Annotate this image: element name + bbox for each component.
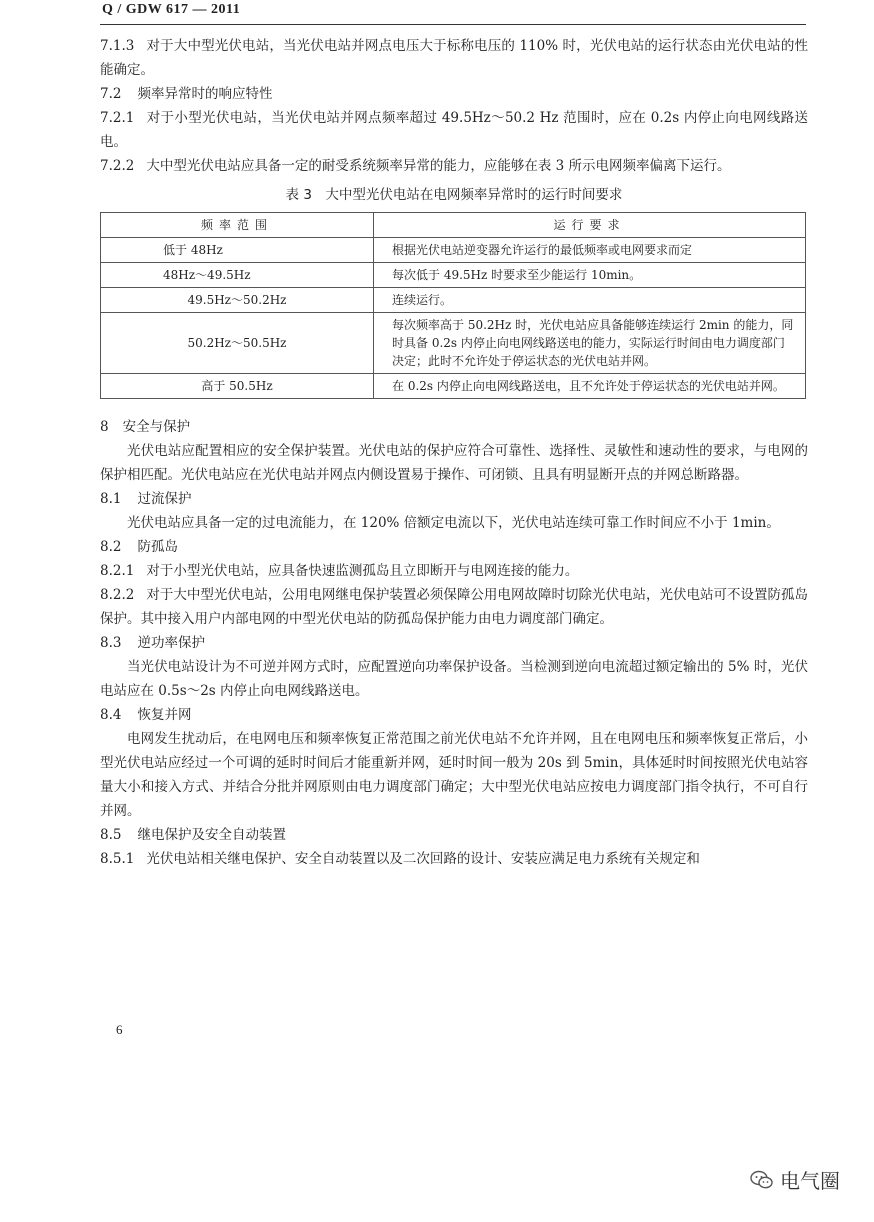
table-row (101, 374, 806, 399)
frequency-requirements-table (100, 212, 806, 399)
section-8-3-paragraph: 当光伏电站设计为不可逆并网方式时，应配置逆向功率保护设备。当检测到逆向电流超过额定输出的 5% 时，光伏电站应在 0.5s～2s 内停止向电网线路送电。 (100, 659, 808, 699)
section-8-4-heading (100, 703, 808, 727)
table-header-row (101, 213, 806, 238)
clause-text: 大中型光伏电站应具备一定的耐受系统频率异常的能力，应能够在表 3 所示电网频率偏离下运行。 (146, 158, 731, 174)
table-3-title: 表 3 大中型光伏电站在电网频率异常时的运行时间要求 (285, 187, 623, 203)
clause-8-2-1 (100, 559, 808, 583)
section-number: 8.5 (100, 827, 122, 843)
section-8-1-heading (100, 487, 808, 511)
standard-code-header: Q / GDW 617 — 2011 (102, 2, 241, 17)
clause-text: 对于大中型光伏电站，公用电网继电保护装置必须保障公用电网故障时切除光伏电站，光伏电站可不设置防孤岛保护。其中接入用户内部电网的中型光伏电站的防孤岛保护能力由电力调度部门确定。 (100, 587, 808, 627)
clause-number: 7.2.2 (100, 158, 135, 174)
page-number: 6 (116, 1022, 123, 1037)
section-8-2-heading (100, 535, 808, 559)
section-8-5-heading (100, 823, 808, 847)
frequency-range-cell: 48Hz～49.5Hz (101, 263, 374, 288)
clause-8-5-1 (100, 847, 808, 871)
section-title: 安全与保护 (122, 419, 191, 435)
requirement-cell: 每次频率高于 50.2Hz 时，光伏电站应具备能够连续运行 2min 的能力，同时具备 0.2s 内停止向电网线路送电的能力，实际运行时间由电力调度部门决定；此时不允许处于停运状态的光伏电站并网。 (374, 313, 806, 374)
clause-number: 8.2.1 (100, 563, 135, 579)
page-content (100, 34, 808, 871)
section-number: 7.2 (100, 86, 122, 102)
section-8-heading (100, 415, 808, 439)
clause-8-2-2 (100, 583, 808, 631)
clause-text: 对于小型光伏电站，应具备快速监测孤岛且立即断开与电网连接的能力。 (146, 563, 579, 579)
wechat-icon (750, 1169, 774, 1191)
section-8-3-heading (100, 631, 808, 655)
section-number: 8.2 (100, 539, 122, 555)
frequency-range-cell: 低于 48Hz (101, 238, 374, 263)
clause-7-2-2 (100, 154, 808, 178)
clause-number: 8.5.1 (100, 851, 135, 867)
section-title: 过流保护 (137, 491, 192, 507)
clause-7-1-3 (100, 34, 808, 82)
clause-text: 对于大中型光伏电站，当光伏电站并网点电压大于标称电压的 110% 时，光伏电站的运行状态由光伏电站的性能确定。 (100, 38, 808, 78)
section-title: 频率异常时的响应特性 (137, 86, 273, 102)
section-number: 8 (100, 419, 109, 435)
table-header-cell: 运行要求 (374, 213, 806, 238)
frequency-range-cell: 50.2Hz～50.5Hz (101, 313, 374, 374)
clause-text: 对于小型光伏电站，当光伏电站并网点频率超过 49.5Hz～50.2 Hz 范围时，应在 0.2s 内停止向电网线路送电。 (100, 110, 808, 150)
clause-7-2-1 (100, 106, 808, 154)
requirement-cell: 每次低于 49.5Hz 时要求至少能运行 10min。 (374, 263, 806, 288)
section-8-1-paragraph: 光伏电站应具备一定的过电流能力，在 120% 倍额定电流以下，光伏电站连续可靠工作时间应不小于 1min。 (127, 515, 780, 531)
watermark-text: 电气圈 (780, 1169, 840, 1193)
table-row (101, 313, 806, 374)
section-title: 恢复并网 (137, 707, 192, 723)
clause-text: 光伏电站相关继电保护、安全自动装置以及二次回路的设计、安装应满足电力系统有关规定和 (146, 851, 700, 867)
section-spacer (100, 399, 808, 415)
frequency-range-cell: 高于 50.5Hz (101, 374, 374, 399)
section-number: 8.4 (100, 707, 122, 723)
table-row (101, 288, 806, 313)
watermark (750, 1165, 840, 1194)
section-7-2-heading (100, 82, 808, 106)
clause-number: 7.1.3 (100, 38, 135, 54)
section-8-4-paragraph: 电网发生扰动后，在电网电压和频率恢复正常范围之前光伏电站不允许并网，且在电网电压和频率恢复正常后，小型光伏电站应经过一个可调的延时时间后才能重新并网，延时时间一般为 20s 到 5min，具体延时时间按照光伏电站容量大小和接入方式、并结合分批并网原则由电力调度部门确定；大中型光伏电站应按电力调度部门指令执行，不可自行并网。 (100, 731, 808, 819)
section-8-paragraph: 光伏电站应配置相应的安全保护装置。光伏电站的保护应符合可靠性、选择性、灵敏性和速动性的要求，与电网的保护相匹配。光伏电站应在光伏电站并网点内侧设置易于操作、可闭锁、且具有明显断开点的并网总断路器。 (100, 443, 808, 483)
requirement-cell: 在 0.2s 内停止向电网线路送电，且不允许处于停运状态的光伏电站并网。 (374, 374, 806, 399)
requirement-cell: 连续运行。 (374, 288, 806, 313)
frequency-range-cell: 49.5Hz～50.2Hz (101, 288, 374, 313)
clause-number: 8.2.2 (100, 587, 135, 603)
section-number: 8.3 (100, 635, 122, 651)
table-header-cell: 频率范围 (101, 213, 374, 238)
requirement-cell: 根据光伏电站逆变器允许运行的最低频率或电网要求而定 (374, 238, 806, 263)
section-title: 继电保护及安全自动装置 (137, 827, 286, 843)
section-title: 逆功率保护 (137, 635, 205, 651)
table-row (101, 263, 806, 288)
section-number: 8.1 (100, 491, 122, 507)
section-title: 防孤岛 (137, 539, 178, 555)
clause-number: 7.2.1 (100, 110, 135, 126)
header-rule (100, 24, 806, 25)
table-row (101, 238, 806, 263)
